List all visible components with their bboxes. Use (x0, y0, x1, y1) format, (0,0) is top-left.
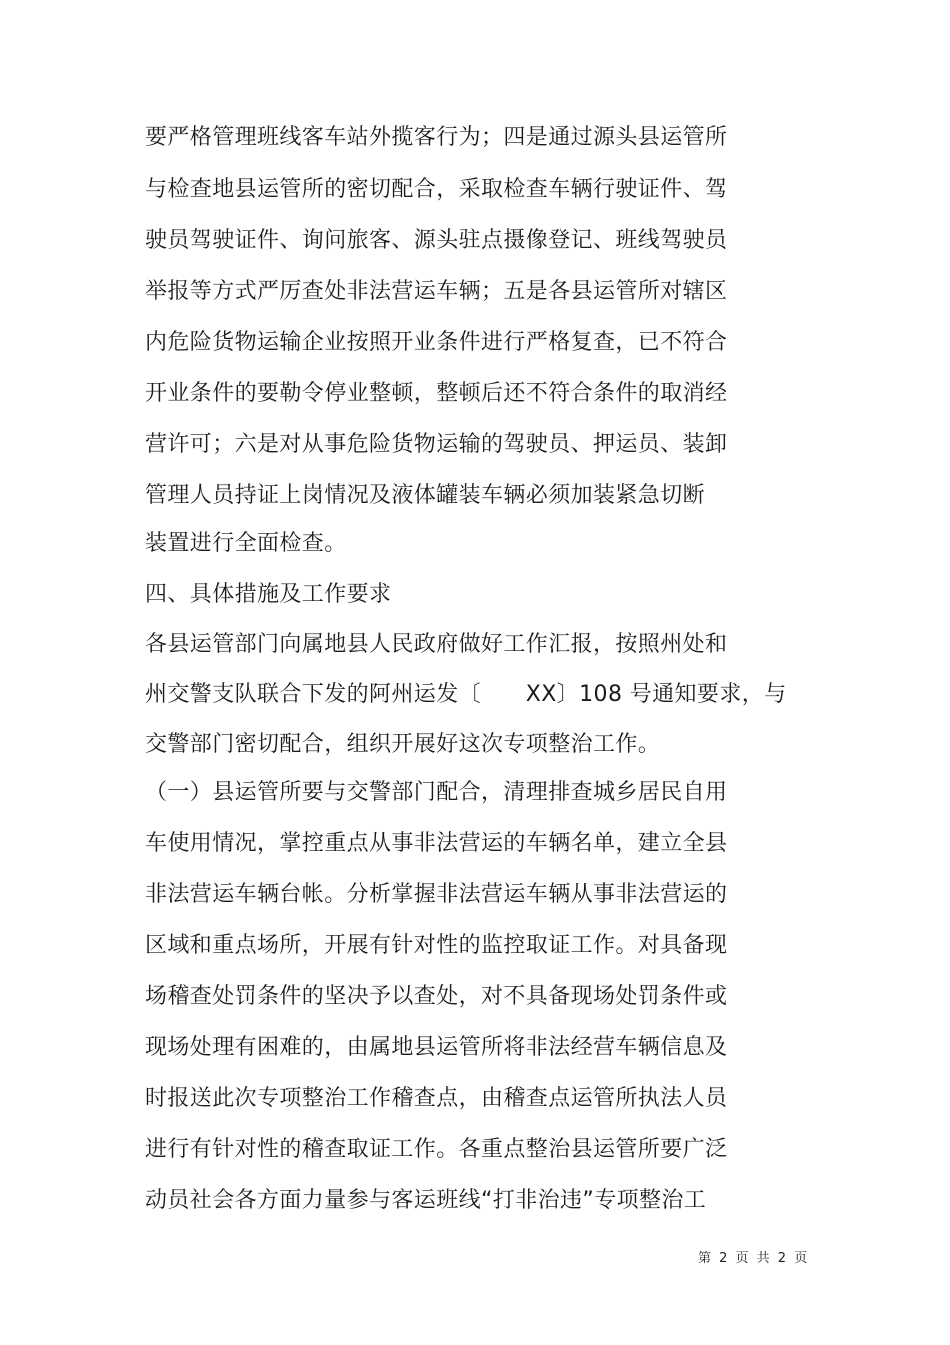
body-text-line: 与检查地县运管所的密切配合，采取检查车辆行驶证件、驾 (145, 177, 728, 202)
body-text-line: 动员社会各方面力量参与客运班线“打非治违”专项整治工 (145, 1188, 707, 1213)
body-text-line: 州交警支队联合下发的阿州运发〔 XX〕108 号通知要求，与 (145, 682, 787, 707)
body-text-line: （一）县运管所要与交警部门配合，清理排查城乡居民自用 (145, 780, 728, 805)
body-text-line: 举报等方式严厉查处非法营运车辆；五是各县运管所对辖区 (145, 279, 728, 304)
page-number-footer: 第 2 页 共 2 页 (698, 1251, 810, 1266)
body-text-line: 进行有针对性的稽查取证工作。各重点整治县运管所要广泛 (145, 1137, 728, 1162)
body-text-line: 各县运管部门向属地县人民政府做好工作汇报，按照州处和 (145, 632, 728, 657)
body-text-line: 时报送此次专项整治工作稽查点，由稽查点运管所执法人员 (145, 1086, 728, 1111)
body-text-line: 管理人员持证上岗情况及液体罐装车辆必须加装紧急切断 (145, 483, 706, 508)
body-text-line: 装置进行全面检查。 (145, 531, 347, 556)
body-text-line: 内危险货物运输企业按照开业条件进行严格复查，已不符合 (145, 330, 728, 355)
body-text-line: 开业条件的要勒令停业整顿，整顿后还不符合条件的取消经 (145, 381, 728, 406)
body-text-line: 要严格管理班线客车站外揽客行为；四是通过源头县运管所 (145, 125, 728, 150)
body-text-line: 非法营运车辆台帐。分析掌握非法营运车辆从事非法营运的 (145, 882, 728, 907)
body-text-line: 场稽查处罚条件的坚决予以查处，对不具备现场处罚条件或 (145, 984, 728, 1009)
body-text-line: 交警部门密切配合，组织开展好这次专项整治工作。 (145, 732, 661, 757)
body-text-line: 现场处理有困难的，由属地县运管所将非法经营车辆信息及 (145, 1035, 728, 1060)
body-text-line: 驶员驾驶证件、询问旅客、源头驻点摄像登记、班线驾驶员 (145, 228, 728, 253)
body-text-line: 车使用情况，掌控重点从事非法营运的车辆名单，建立全县 (145, 831, 728, 856)
body-text-line: 区域和重点场所，开展有针对性的监控取证工作。对具备现 (145, 933, 728, 958)
body-text-line: 营许可；六是对从事危险货物运输的驾驶员、押运员、装卸 (145, 432, 728, 457)
section-heading: 四、具体措施及工作要求 (145, 582, 392, 607)
